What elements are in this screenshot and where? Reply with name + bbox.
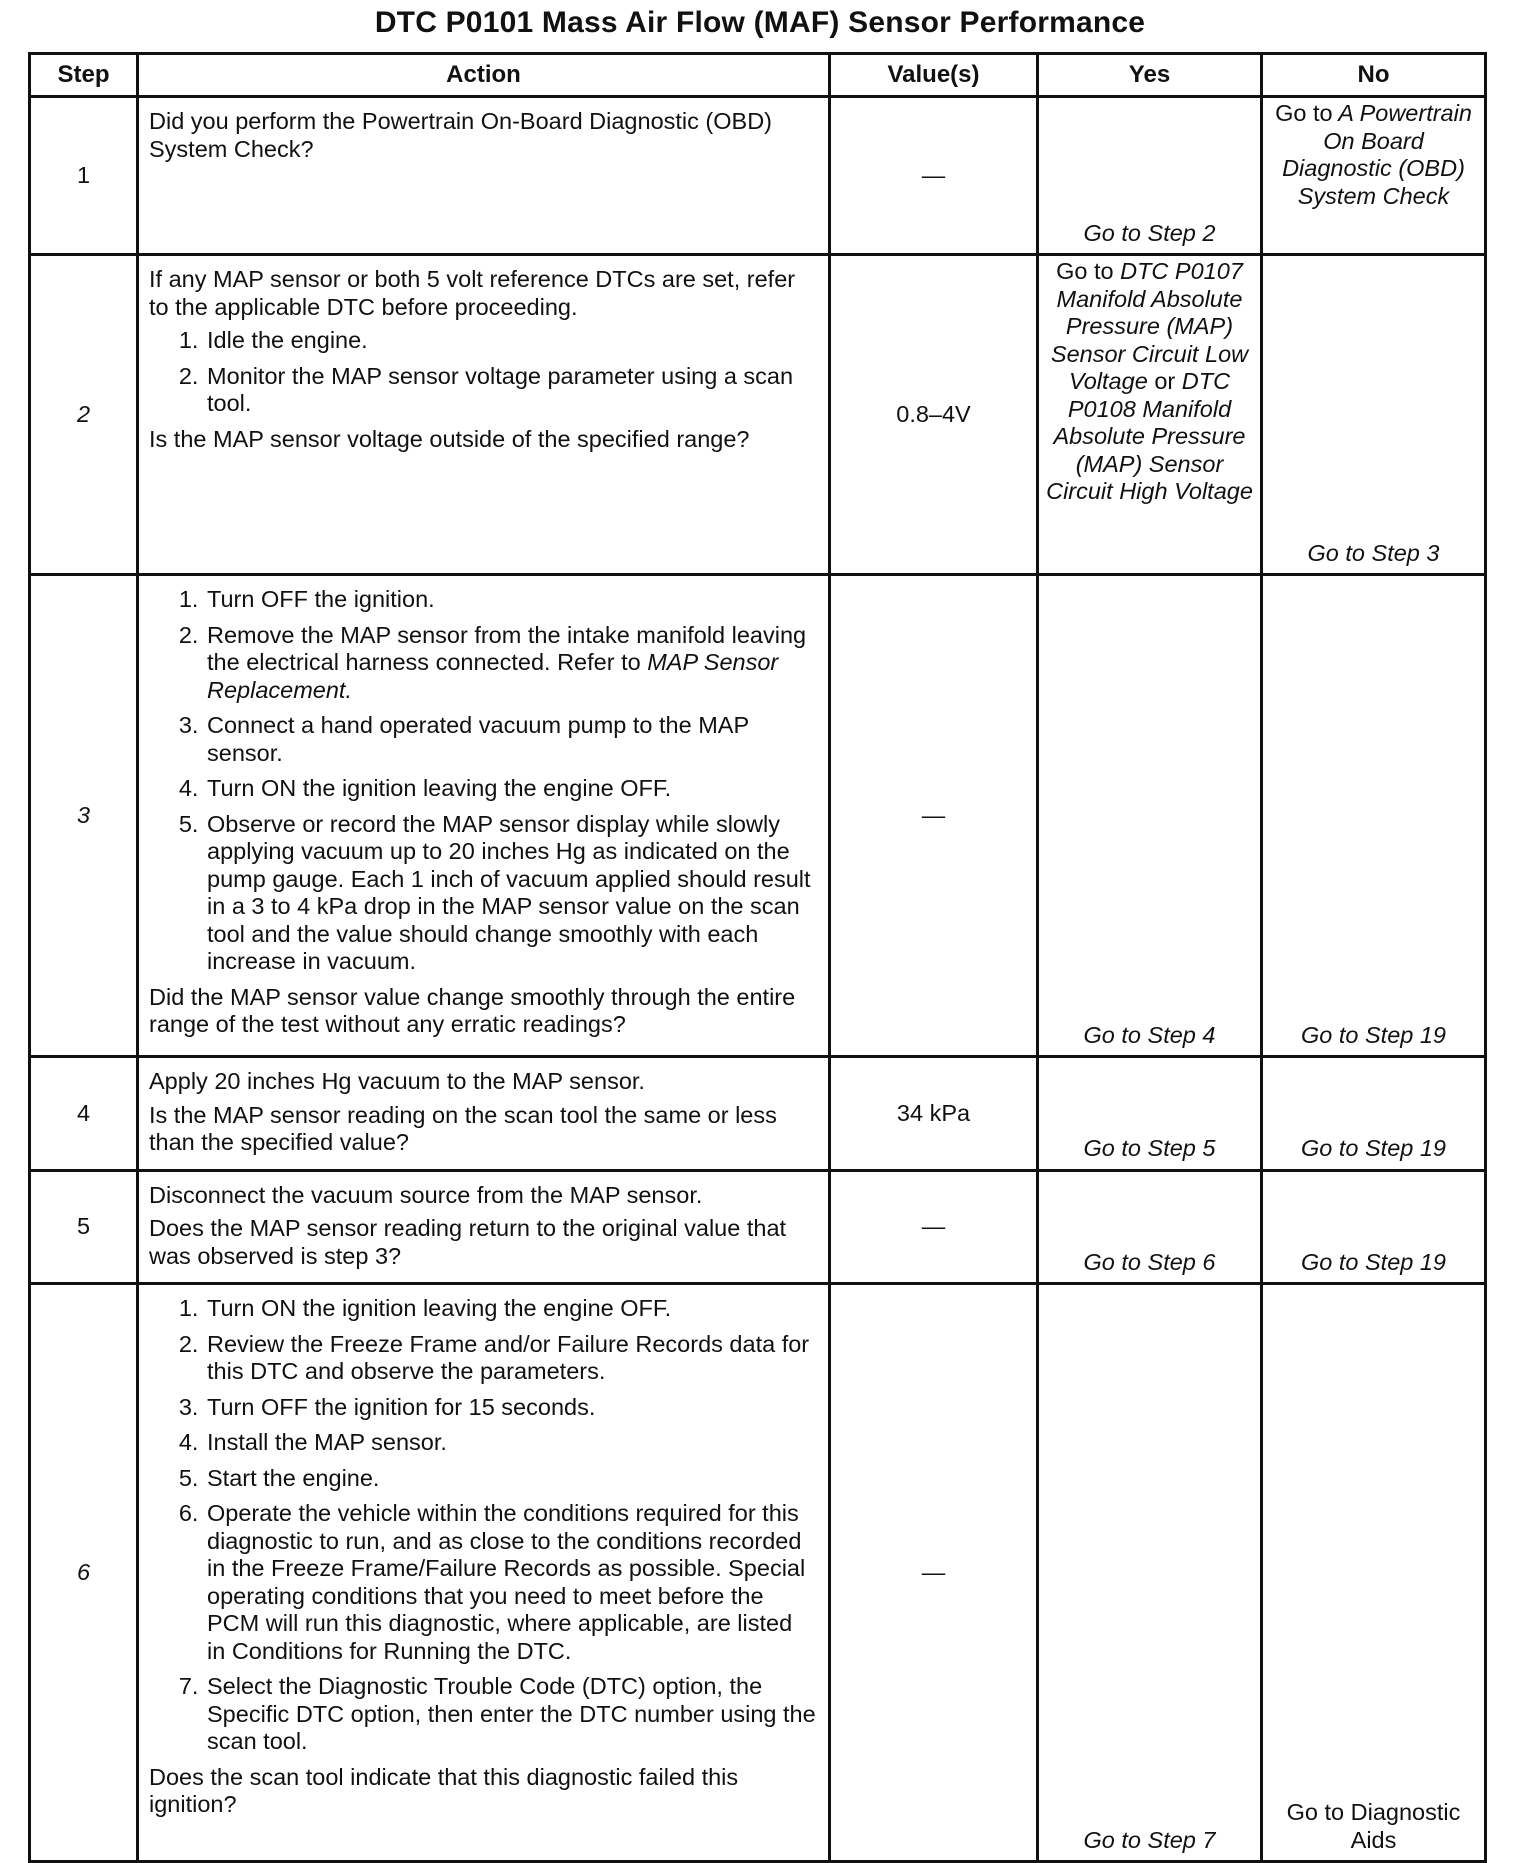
action-step: 2. Review the Freeze Frame and/or Failure Records data for this DTC and observe the parameters. <box>205 1331 816 1386</box>
action-step <box>205 622 816 705</box>
page-title: DTC P0101 Mass Air Flow (MAF) Sensor Performance <box>374 6 1146 39</box>
action-question: Does the scan tool indicate that this diagnostic failed this ignition? <box>149 1763 739 1817</box>
action-cell <box>138 1284 830 1862</box>
header-no: No <box>1262 54 1486 97</box>
yes-link[interactable]: Go to Step 6 <box>1083 1248 1216 1275</box>
no-link[interactable]: Go to Diagnostic Aids <box>1286 1799 1461 1853</box>
table-row <box>30 97 1486 255</box>
action-step: 4. Install the MAP sensor. <box>205 1429 816 1457</box>
no-link[interactable]: Go to Step 19 <box>1300 1135 1447 1161</box>
no-prefix: Go to <box>1275 100 1333 126</box>
yes-cell <box>1038 97 1262 255</box>
action-question: Does the MAP sensor reading return to the original value that was observed is step 3? <box>149 1215 787 1269</box>
action-steps <box>149 1295 816 1756</box>
yes-link[interactable]: DTC P0107 Manifold Absolute Pressure (MAP) Sensor Circuit Low Voltage <box>1050 258 1249 394</box>
action-cell <box>138 1170 830 1284</box>
table-row <box>30 575 1486 1057</box>
action-cell <box>138 97 830 255</box>
action-step: 1. Turn OFF the ignition. <box>205 586 816 614</box>
step-number: 5 <box>30 1170 138 1284</box>
no-link[interactable]: Go to Step 3 <box>1307 539 1440 566</box>
action-steps <box>149 586 816 976</box>
action-question: Did the MAP sensor value change smoothly through the entire range of the test without any erratic readings? <box>149 983 796 1037</box>
header-values: Value(s) <box>830 54 1038 97</box>
yes-join: or <box>1154 368 1176 394</box>
header-action: Action <box>138 54 830 97</box>
action-question: Did you perform the Powertrain On-Board Diagnostic (OBD) System Check? <box>149 108 772 162</box>
yes-prefix: Go to <box>1056 258 1114 284</box>
yes-cell <box>1038 255 1262 575</box>
action-intro: If any MAP sensor or both 5 volt reference DTCs are set, refer to the applicable DTC before proceeding. <box>149 266 796 320</box>
yes-cell <box>1038 575 1262 1057</box>
action-step: 3. Connect a hand operated vacuum pump to the MAP sensor. <box>205 712 816 767</box>
header-step: Step <box>30 54 138 97</box>
action-step: 4. Turn ON the ignition leaving the engine OFF. <box>205 775 816 803</box>
action-step: 1. Turn ON the ignition leaving the engine OFF. <box>205 1295 816 1323</box>
yes-cell <box>1038 1170 1262 1284</box>
yes-cell <box>1038 1284 1262 1862</box>
step-number: 3 <box>30 575 138 1057</box>
action-step: 3. Turn OFF the ignition for 15 seconds. <box>205 1394 816 1422</box>
action-step: 6. Operate the vehicle within the conditions required for this diagnostic to run, and as close to the conditions recorded in the Freeze Frame/Failure Records as possible. Special operating conditions that you need to meet before the PCM will run this diagnostic, where applicable, are listed in Conditions for Running the DTC. <box>205 1500 816 1665</box>
no-link[interactable]: Go to Step 19 <box>1300 1248 1447 1275</box>
value-cell: 34 kPa <box>830 1057 1038 1171</box>
yes-link[interactable]: Go to Step 2 <box>1083 219 1216 246</box>
value-cell: 0.8–4V <box>830 255 1038 575</box>
action-cell <box>138 1057 830 1171</box>
yes-link[interactable]: Go to Step 7 <box>1083 1826 1216 1853</box>
no-cell <box>1262 1284 1486 1862</box>
step-number: 2 <box>30 255 138 575</box>
action-intro: Disconnect the vacuum source from the MAP sensor. <box>149 1181 703 1208</box>
action-cell <box>138 255 830 575</box>
action-steps <box>149 327 816 418</box>
action-step-text: Remove the MAP sensor from the intake manifold leaving the electrical harness connected. Refer to <box>207 621 807 675</box>
action-step: 1. Idle the engine. <box>205 327 816 355</box>
no-cell <box>1262 575 1486 1057</box>
table-row <box>30 255 1486 575</box>
header-yes: Yes <box>1038 54 1262 97</box>
value-cell: — <box>830 1284 1038 1862</box>
action-step: 5. Observe or record the MAP sensor display while slowly applying vacuum up to 20 inches Hg as indicated on the pump gauge. Each 1 inch of vacuum applied should result in a 3 to 4 kPa drop in the MAP sensor value on the scan tool and the value should change smoothly with each increase in vacuum. <box>205 811 816 976</box>
step-number: 6 <box>30 1284 138 1862</box>
no-cell <box>1262 1170 1486 1284</box>
header-row <box>30 54 1486 97</box>
yes-cell <box>1038 1057 1262 1171</box>
yes-link-2[interactable]: DTC P0108 Manifold Absolute Pressure (MAP) Sensor Circuit High Voltage <box>1046 368 1253 504</box>
table-row <box>30 1170 1486 1284</box>
reference-link[interactable]: MAP Sensor Replacement. <box>207 649 779 703</box>
action-question: Is the MAP sensor reading on the scan tool the same or less than the specified value? <box>149 1101 777 1155</box>
no-link[interactable]: Go to Step 19 <box>1300 1021 1447 1048</box>
action-cell <box>138 575 830 1057</box>
action-step: 7. Select the Diagnostic Trouble Code (DTC) option, the Specific DTC option, then enter the DTC number using the scan tool. <box>205 1673 816 1756</box>
action-question: Is the MAP sensor voltage outside of the specified range? <box>149 425 750 452</box>
value-cell: — <box>830 575 1038 1057</box>
no-cell <box>1262 1057 1486 1171</box>
no-cell <box>1262 97 1486 255</box>
no-link[interactable]: A Powertrain On Board Diagnostic (OBD) System Check <box>1282 100 1472 209</box>
no-cell <box>1262 255 1486 575</box>
action-step: 5. Start the engine. <box>205 1465 816 1493</box>
value-cell: — <box>830 1170 1038 1284</box>
yes-link[interactable]: Go to Step 5 <box>1083 1135 1216 1161</box>
table-row <box>30 1284 1486 1862</box>
action-intro: Apply 20 inches Hg vacuum to the MAP sensor. <box>149 1068 645 1094</box>
table-row <box>30 1057 1486 1171</box>
action-step: 2. Monitor the MAP sensor voltage parameter using a scan tool. <box>205 363 816 418</box>
step-number: 1 <box>30 97 138 255</box>
value-cell: — <box>830 97 1038 255</box>
yes-link[interactable]: Go to Step 4 <box>1083 1021 1216 1048</box>
diagnostic-table <box>28 52 1487 1863</box>
step-number: 4 <box>30 1057 138 1171</box>
